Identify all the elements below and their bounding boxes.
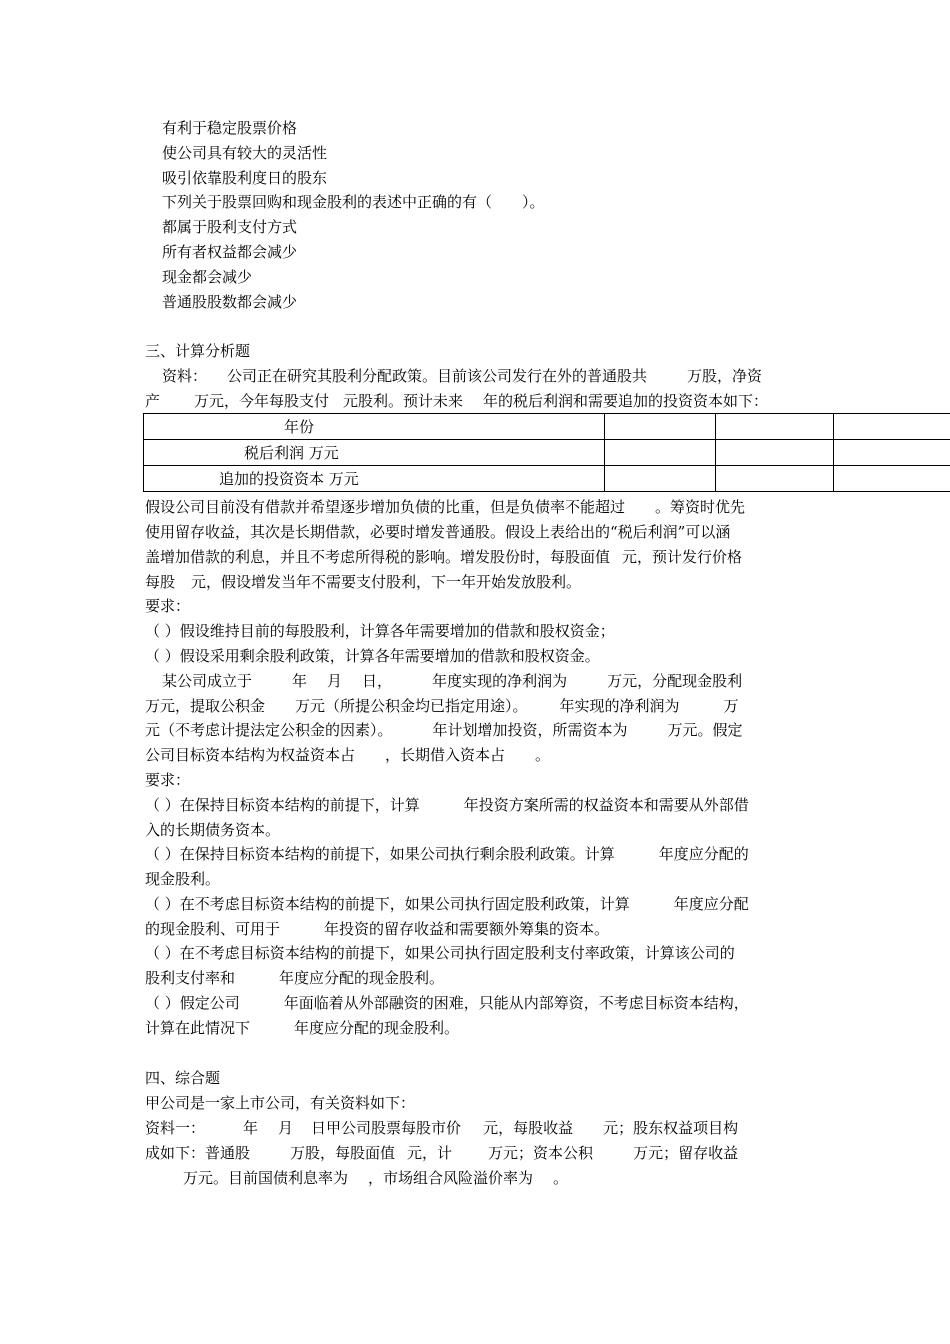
text-fragment: 年投资方案所需的权益资本和需要从外部借 [463,796,749,814]
text-fragment: ，市场组合风险溢价率为 [368,1169,534,1187]
table-cell [834,466,950,492]
text-fragment: 。 [535,746,551,764]
text-fragment: （ ）假定公司 [145,994,240,1012]
text-fragment: 年度应分配的现金股利。 [294,1019,460,1037]
text-fragment: （ ）在保持目标资本结构的前提下，计算 [145,796,420,814]
section4-title: 四、综合题 [145,1069,221,1087]
text-fragment: 年度应分配 [673,895,749,913]
text-fragment: （ ）在保持目标资本结构的前提下，如果公司执行剩余股利政策。计算 [145,845,615,863]
text-fragment: 。 [553,1169,569,1187]
requirement-item [145,993,810,1013]
text-fragment: 万股，每股面值 [290,1144,396,1162]
text-fragment: 年度应分配的 [658,845,749,863]
text-fragment: 元股利。预计未来 [343,392,464,410]
requirements-label: 要求： [145,597,191,615]
text-fragment: 万股，净资 [687,367,763,385]
option-equity-decrease: 所有者权益都会减少 [162,243,298,261]
text-fragment: 年投资的留存收益和需要额外筹集的资本。 [324,920,610,938]
requirement-item [145,968,810,988]
text-fragment: 资料一： [145,1119,206,1137]
paragraph-line [162,671,827,691]
text-fragment: 元（不考虑计提法定公积金的因素）。 [145,721,393,739]
section3-intro-line1 [162,366,827,386]
question-repurchase: 下列关于股票回购和现金股利的表述中正确的有（ ）。 [162,193,545,211]
text-fragment: 万元，分配现金股利 [607,672,743,690]
text-fragment: 万元。假定 [667,721,743,739]
text-fragment: 盖增加借款的利息，并且不考虑所得税的影响。增发股份时，每股面值 [145,548,611,566]
text-fragment: 某公司成立于 [162,672,253,690]
table-row [144,414,950,440]
text-fragment: 年实现的净利润为 [559,697,680,715]
profit-investment-table [143,413,950,492]
text-fragment: 日， [362,672,393,690]
text-fragment: 万元；留存收益 [633,1144,739,1162]
paragraph-line [145,1118,810,1138]
requirement-item [145,1018,810,1038]
text-fragment: 年 [292,672,308,690]
text-fragment: 假设公司目前没有借款并希望逐步增加负债的比重，但是负债率不能超过 [145,498,626,516]
text-fragment: 年 [243,1119,259,1137]
requirement-item: 入的长期债务资本。 [145,821,281,839]
option-dividend-payment: 都属于股利支付方式 [162,218,298,236]
text-fragment: 计算在此情况下 [145,1019,251,1037]
requirement-item: （ ）假设维持目前的每股股利，计算各年需要增加的借款和股权资金； [145,622,615,640]
section4-intro: 甲公司是一家上市公司，有关资料如下： [145,1094,416,1112]
text-fragment: 元，假设增发当年不需要支付股利，下一年开始发放股利。 [191,573,582,591]
table-header-after-tax-profit: 税后利润 万元 [144,440,605,466]
requirement-item: 现金股利。 [145,870,221,888]
paragraph-line [145,720,810,740]
table-cell [834,414,950,440]
requirement-item [145,894,810,914]
text-fragment: 使用留存收益，其次是长期借款，必要时增发普通股。假设上表给出的“税后利润”可以涵 [145,523,731,541]
option-shares-decrease: 普通股股数都会减少 [162,293,298,311]
text-fragment: 成如下：普通股 [145,1144,251,1162]
text-fragment: 每股 [145,573,176,591]
text-fragment: 年的税后利润和需要追加的投资资本如下： [483,392,769,410]
text-fragment: 万元；资本公积 [488,1144,594,1162]
table-header-year: 年份 [144,414,605,440]
section3-title: 三、计算分析题 [145,342,251,360]
paragraph-line [145,696,810,716]
table-cell [605,414,716,440]
text-fragment: 的现金股利、可用于 [145,920,281,938]
requirement-item [145,844,810,864]
text-fragment: 日甲公司股票每股市价 [311,1119,462,1137]
text-fragment: （ ）在不考虑目标资本结构的前提下，如果公司执行固定股利政策，计算 [145,895,630,913]
text-fragment: 公司目标资本结构为权益资本占 [145,746,356,764]
text-fragment: 股利支付率和 [145,969,236,987]
table-cell [605,440,716,466]
paragraph-line [145,497,810,517]
table-cell [716,440,834,466]
paragraph-line [145,1143,810,1163]
requirement-item: （ ）在不考虑目标资本结构的前提下，如果公司执行固定股利支付率政策，计算该公司的 [145,944,735,962]
text-fragment: 万元（所提公积金均已指定用途）。 [295,697,528,715]
text-fragment: 月 [278,1119,294,1137]
text-fragment: 产 [145,392,161,410]
requirement-item [145,919,810,939]
option-attract-shareholders: 吸引依靠股利度日的股东 [162,169,328,187]
table-cell [716,466,834,492]
paragraph-line [145,547,810,567]
text-fragment: 万元，今年每股支付 [194,392,330,410]
text-fragment: 元，每股收益 [483,1119,574,1137]
text-fragment: 年计划增加投资，所需资本为 [432,721,628,739]
paragraph-line [145,522,810,542]
text-fragment: 年面临着从外部融资的困难，只能从内部筹资，不考虑目标资本结构， [283,994,749,1012]
text-fragment: 资料： [162,367,208,385]
text-fragment: 万元，提取公积金 [145,697,266,715]
text-fragment: 万元。目前国债利息率为 [183,1169,349,1187]
table-header-investment: 追加的投资资本 万元 [144,466,605,492]
option-cash-decrease: 现金都会减少 [162,268,253,286]
paragraph-line [183,1168,848,1188]
text-fragment: 公司正在研究其股利分配政策。目前该公司发行在外的普通股共 [227,367,648,385]
section3-intro-line2 [145,391,810,411]
requirements-label: 要求： [145,771,191,789]
text-fragment: 。筹资时优先 [655,498,746,516]
text-fragment: 年度应分配的现金股利。 [279,969,445,987]
table-row [144,466,950,492]
table-cell [716,414,834,440]
text-fragment: 年度实现的净利润为 [432,672,568,690]
paragraph-line [145,745,810,765]
text-fragment: ，长期借入资本占 [385,746,506,764]
option-stabilize-price: 有利于稳定股票价格 [162,119,298,137]
requirement-item [145,795,810,815]
paragraph-line [145,572,810,592]
table-cell [605,466,716,492]
table-row [144,440,950,466]
text-fragment: 万 [723,697,739,715]
table-cell [834,440,950,466]
option-flexibility: 使公司具有较大的灵活性 [162,144,328,162]
text-fragment: 元，预计发行价格 [622,548,743,566]
text-fragment: 元，计 [407,1144,453,1162]
text-fragment: 月 [327,672,343,690]
requirement-item: （ ）假设采用剩余股利政策，计算各年需要增加的借款和股权资金。 [145,647,600,665]
text-fragment: 元；股东权益项目构 [603,1119,739,1137]
